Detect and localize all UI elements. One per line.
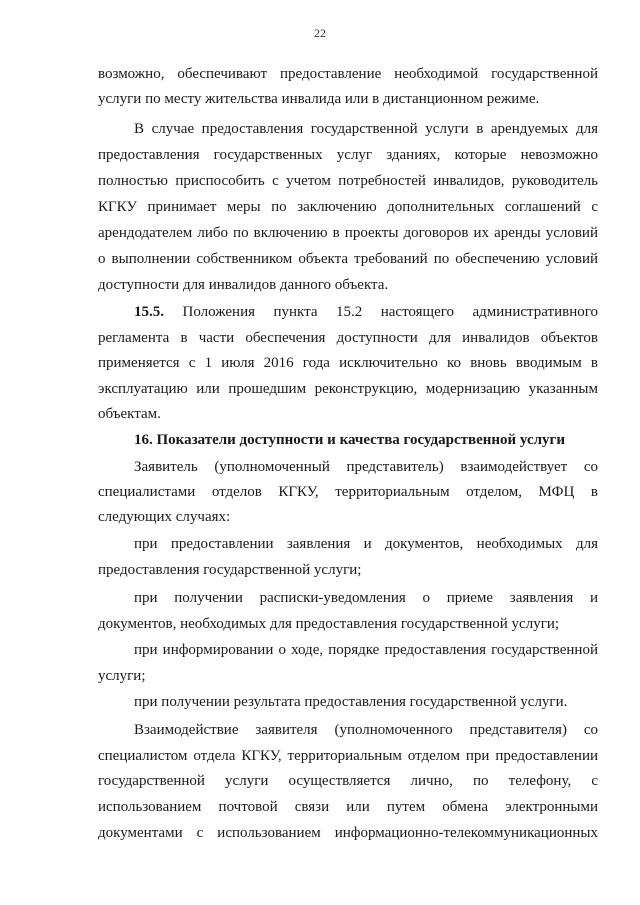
text-line: арендодателем либо по включению в проекты договоров их аренды условий (98, 225, 598, 241)
text-line: объектам. (98, 406, 161, 422)
text-line: при получении результата предоставления государственной услуги. (134, 694, 568, 710)
text-line: при информировании о ходе, порядке предоставления государственной (134, 642, 598, 658)
text-line: Заявитель (уполномоченный представитель) взаимодействует со (134, 459, 598, 475)
text-line: при получении расписки-уведомления о приеме заявления и (134, 590, 598, 606)
text-line: предоставления государственных услуг зданиях, которые невозможно (98, 147, 598, 163)
text-line: полностью приспособить с учетом потребностей инвалидов, руководитель (98, 173, 598, 189)
text-line (134, 302, 598, 322)
text-line: предоставления государственной услуги; (98, 562, 362, 578)
line-text: Положения пункта 15.2 настоящего административного (182, 304, 599, 320)
text-line: при предоставлении заявления и документов, необходимых для (134, 536, 598, 552)
text-line: эксплуатацию или прошедшим реконструкцию, модернизацию указанным (98, 381, 598, 397)
text-line: применяется с 1 июля 2016 года исключительно ко вновь вводимым в (98, 355, 598, 371)
text-line: документов, необходимых для предоставления государственной услуги; (98, 616, 560, 632)
text-line: государственной услуги осуществляется лично, по телефону, с (98, 773, 598, 789)
section-heading: 16. Показатели доступности и качества государственной услуги (134, 432, 565, 448)
text-line: следующих случаях: (98, 509, 231, 525)
text-line: возможно, обеспечивают предоставление необходимой государственной (98, 66, 598, 82)
text-line: доступности для инвалидов данного объекта. (98, 277, 389, 293)
text-line: регламента в части обеспечения доступности для инвалидов объектов (98, 330, 598, 346)
text-line: специалистом отдела КГКУ, территориальным отделом при предоставлении (98, 748, 598, 764)
text-line: услуги; (98, 668, 146, 684)
text-line: В случае предоставления государственной услуги в арендуемых для (134, 121, 598, 137)
text-line: документами с использованием информационно-телекоммуникационных (98, 825, 598, 841)
clause-number: 15.5. (134, 304, 183, 320)
text-line: специалистами отделов КГКУ, территориальным отделом, МФЦ в (98, 484, 598, 500)
text-line: Взаимодействие заявителя (уполномоченного представителя) со (134, 722, 598, 738)
text-line: услуги по месту жительства инвалида или в дистанционном режиме. (98, 91, 540, 107)
text-line: о выполнении собственником объекта требований по обеспечению условий (98, 251, 598, 267)
text-line: использованием почтовой связи или путем обмена электронными (98, 799, 598, 815)
page-number: 22 (314, 26, 326, 40)
text-line: КГКУ принимает меры по заключению дополнительных соглашений с (98, 199, 598, 215)
